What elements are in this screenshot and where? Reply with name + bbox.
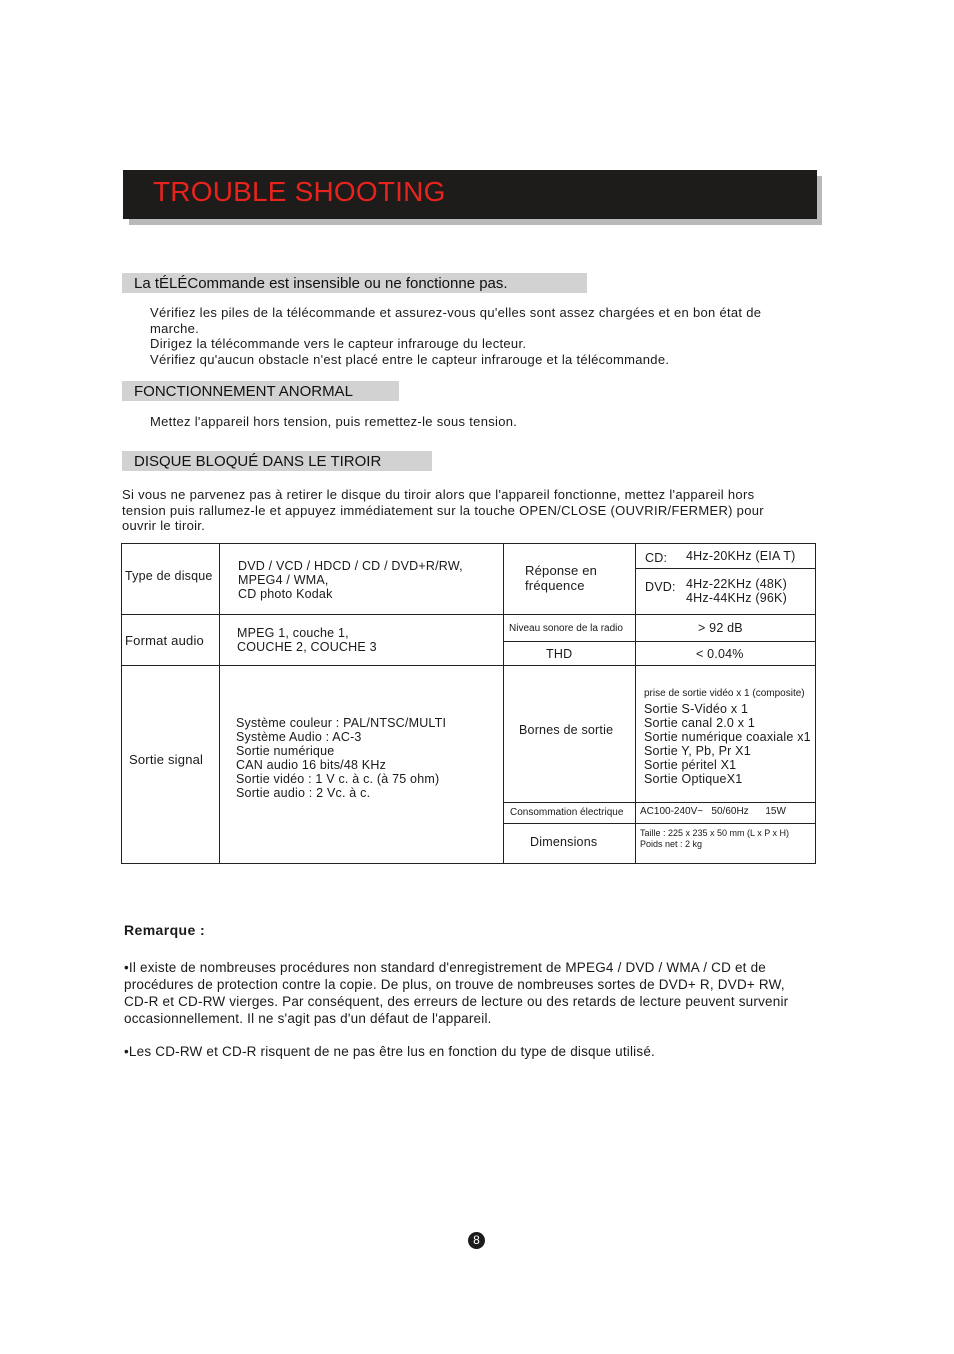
terminal-line: Sortie péritel X1 <box>644 758 737 772</box>
freq-response-label <box>525 563 597 593</box>
text-line: Si vous ne parvenez pas à retirer le disque du tiroir alors que l'appareil fonctionne, mettez l'appareil hors <box>122 487 755 502</box>
note-line: •Il existe de nombreuses procédures non standard d'enregistrement de MPEG4 / DVD / WMA / CD et de <box>124 960 766 975</box>
note-line: •Les CD-RW et CD-R risquent de ne pas être lus en fonction du type de disque utilisé. <box>124 1044 655 1059</box>
dimensions-value <box>640 828 789 850</box>
remark-note-2 <box>124 1043 655 1060</box>
radio-level-value: > 92 dB <box>698 621 743 635</box>
terminal-line: Sortie Y, Pb, Pr X1 <box>644 744 751 758</box>
dvd-value-line: 4Hz-44KHz (96K) <box>686 591 787 605</box>
cd-label: CD: <box>645 551 668 565</box>
dvd-label: DVD: <box>645 580 676 594</box>
thd-value: < 0.04% <box>696 647 744 661</box>
text-line: Vérifiez les piles de la télécommande et assurez-vous qu'elles sont assez chargées et en bon état de <box>150 305 762 320</box>
remark-title: Remarque : <box>124 922 206 938</box>
section-heading-abnormal: FONCTIONNEMENT ANORMAL <box>122 381 399 401</box>
output-terminals-value <box>644 702 811 786</box>
signal-out-line: Sortie numérique <box>236 744 335 758</box>
note-line: CD-R et CD-RW vierges. Par conséquent, des erreurs de lecture ou des retards de lecture peuvent survenir <box>124 994 789 1009</box>
text-line: tension puis rallumez-le et appuyez immédiatement sur la touche OPEN/CLOSE (OUVRIR/FERMER) pour <box>122 502 764 518</box>
thd-label: THD <box>546 647 573 661</box>
section-text-disc-stuck <box>122 487 764 534</box>
terminal-line: Sortie canal 2.0 x 1 <box>644 716 756 730</box>
disc-type-line: DVD / VCD / HDCD / CD / DVD+R/RW, <box>238 559 463 573</box>
terminal-line: Sortie S-Vidéo x 1 <box>644 702 749 716</box>
text-line: Vérifiez qu'aucun obstacle n'est placé entre le capteur infrarouge et la télécommande. <box>150 351 670 367</box>
dimensions-line: Taille : 225 x 235 x 50 mm (L x P x H) <box>640 828 790 838</box>
section-heading-remote: La tÉLÉCommande est insensible ou ne fonctionne pas. <box>122 273 587 293</box>
dimensions-line: Poids net : 2 kg <box>640 839 703 849</box>
dvd-value-line: 4Hz-22KHz (48K) <box>686 577 787 591</box>
disc-type-line: CD photo Kodak <box>238 587 333 601</box>
text-line: Mettez l'appareil hors tension, puis remettez-le sous tension. <box>150 414 518 429</box>
audio-format-value <box>237 626 377 654</box>
power-label: Consommation électrique <box>510 807 624 818</box>
radio-level-label: Niveau sonore de la radio <box>509 623 623 634</box>
signal-out-value <box>236 716 446 800</box>
page-title: TROUBLE SHOOTING <box>153 176 446 207</box>
audio-format-label: Format audio <box>125 633 204 648</box>
signal-out-line: CAN audio 16 bits/48 KHz <box>236 758 387 772</box>
note-line: procédures de protection contre la copie. De plus, on trouve de nombreuses sortes de DVD+ R, DVD+ RW, <box>124 977 785 992</box>
signal-out-line: Système couleur : PAL/NTSC/MULTI <box>236 716 447 730</box>
disc-type-label: Type de disque <box>125 569 213 583</box>
terminals-composite: prise de sortie vidéo x 1 (composite) <box>644 688 805 699</box>
text-line: ouvrir le tiroir. <box>122 518 206 533</box>
disc-type-line: MPEG4 / WMA, <box>238 573 329 587</box>
note-line: occasionnellement. Il ne s'agit pas d'un défaut de l'appareil. <box>124 1011 492 1026</box>
audio-format-line: MPEG 1, couche 1, <box>237 626 349 640</box>
page-number: 8 <box>468 1232 485 1249</box>
section-text-remote <box>150 305 761 367</box>
output-terminals-label: Bornes de sortie <box>519 723 614 737</box>
signal-out-line: Sortie vidéo : 1 V c. à c. (à 75 ohm) <box>236 772 440 786</box>
power-value: AC100-240V~ 50/60Hz 15W <box>640 806 786 817</box>
audio-format-line: COUCHE 2, COUCHE 3 <box>237 640 377 654</box>
remark-note-1 <box>124 959 788 1027</box>
freq-label-line: Réponse en <box>525 563 598 578</box>
section-heading-disc-stuck: DISQUE BLOQUÉ DANS LE TIROIR <box>122 451 432 471</box>
signal-out-line: Système Audio : AC-3 <box>236 730 362 744</box>
specifications-table <box>121 543 816 864</box>
signal-out-line: Sortie audio : 2 Vc. à c. <box>236 786 371 800</box>
section-text-abnormal <box>150 414 517 430</box>
text-line: marche. <box>150 320 200 336</box>
dvd-value <box>686 577 787 605</box>
terminal-line: Sortie OptiqueX1 <box>644 772 743 786</box>
dimensions-label: Dimensions <box>530 835 598 849</box>
cd-value: 4Hz-20KHz (EIA T) <box>686 549 796 563</box>
terminal-line: Sortie numérique coaxiale x1 <box>644 730 811 744</box>
disc-type-value <box>238 559 463 601</box>
freq-label-line: fréquence <box>525 578 585 593</box>
text-line: Dirigez la télécommande vers le capteur infrarouge du lecteur. <box>150 336 527 351</box>
signal-out-label: Sortie signal <box>129 752 204 767</box>
